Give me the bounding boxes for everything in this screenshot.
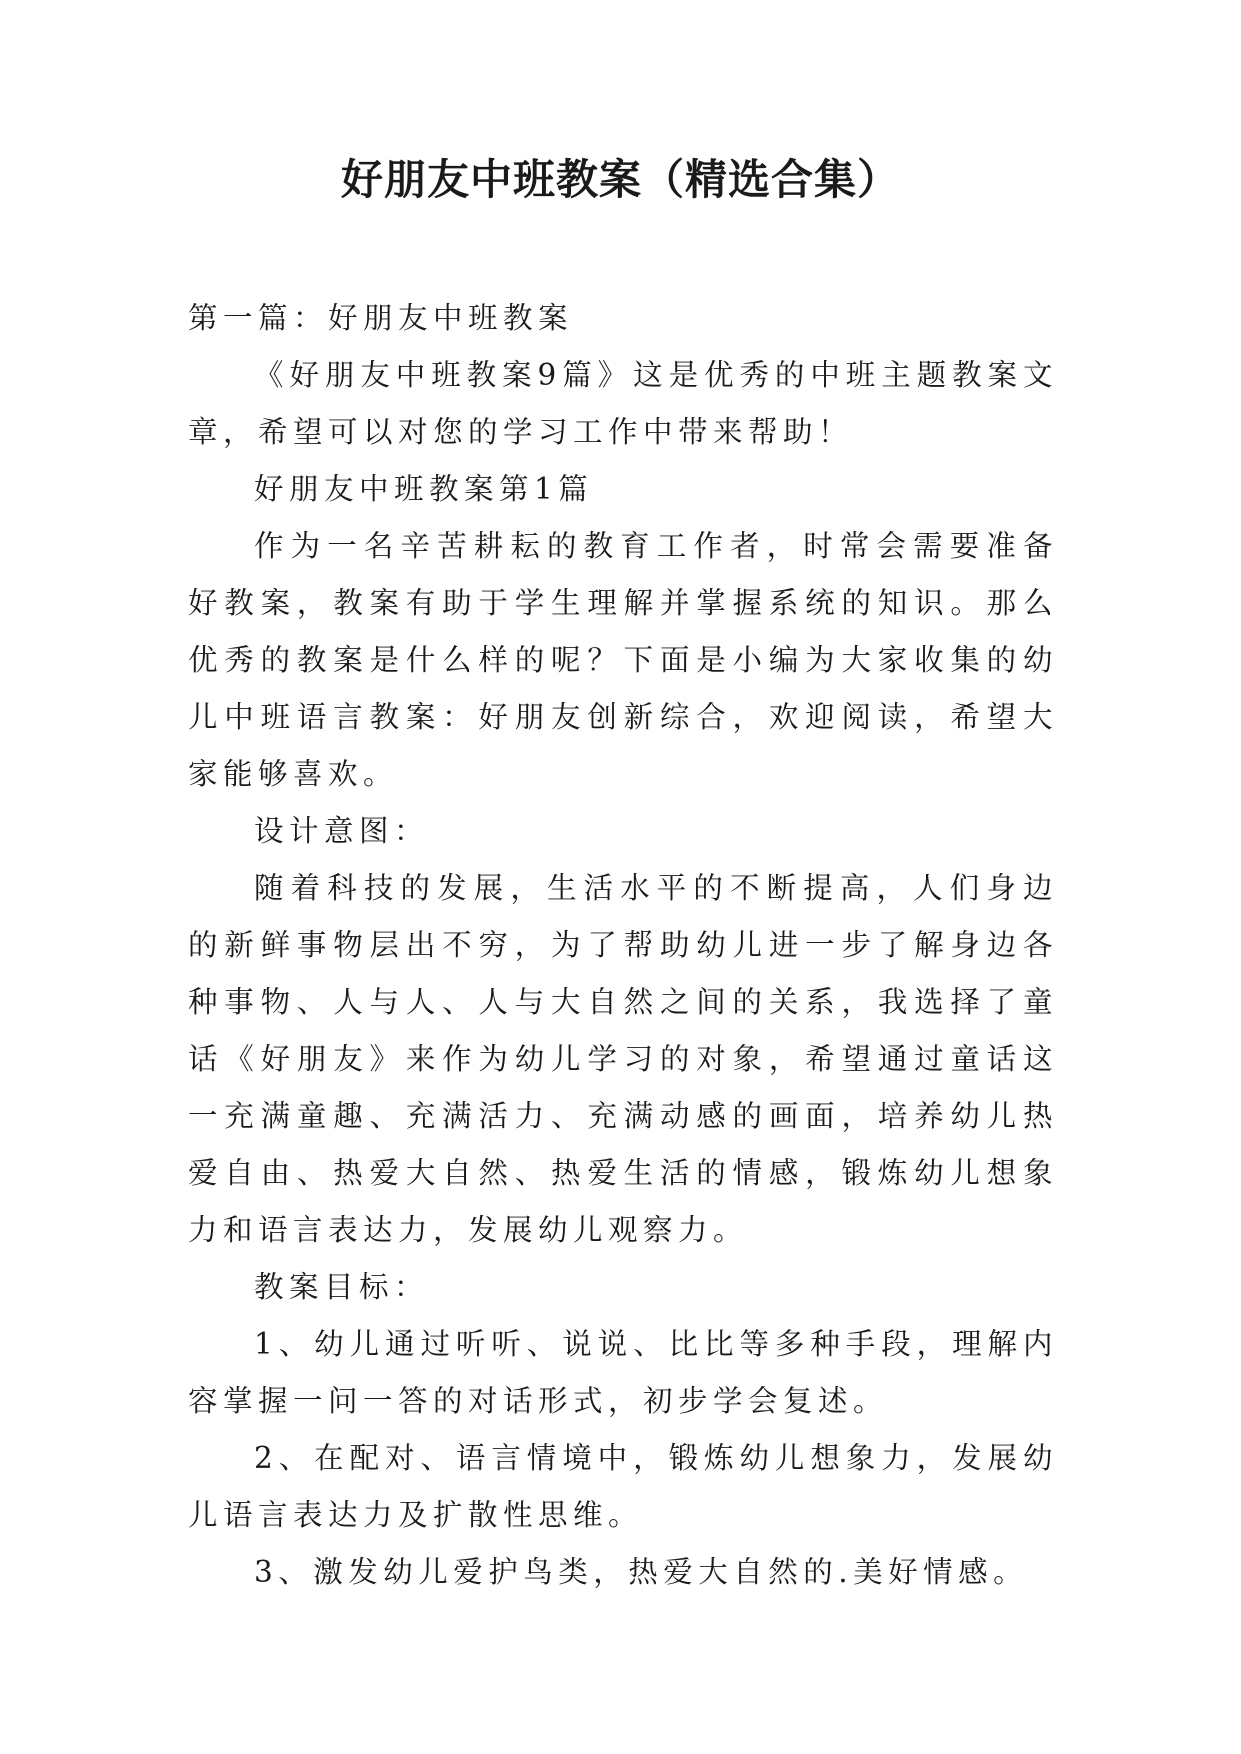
- objective-item: 3、激发幼儿爱护鸟类，热爱大自然的.美好情感。: [254, 1555, 1029, 1589]
- body-paragraph: 随着科技的发展，生活水平的不断提高，人们身边的新鲜事物层出不穷，为了帮助幼儿进一步了解身边各种事物、人与人、人与大自然之间的关系，我选择了童话《好朋友》来作为幼儿学习的对象，希望通过童话这一充满童趣、充满活力、充满动感的画面，培养幼儿热爱自由、热爱大自然、热爱生活的情感，锻炼幼儿想象力和语言表达力，发展幼儿观察力。: [188, 871, 1058, 1247]
- document-body: [188, 290, 1058, 1601]
- subsection-heading: 好朋友中班教案第1篇: [254, 472, 594, 506]
- body-paragraph: 作为一名辛苦耕耘的教育工作者，时常会需要准备好教案，教案有助于学生理解并掌握系统的知识。那么优秀的教案是什么样的呢？下面是小编为大家收集的幼儿中班语言教案：好朋友创新综合，欢迎阅读，希望大家能够喜欢。: [188, 529, 1058, 791]
- document-title: 好朋友中班教案（精选合集）: [340, 155, 900, 204]
- intro-paragraph: 《好朋友中班教案9篇》这是优秀的中班主题教案文章，希望可以对您的学习工作中带来帮助！: [188, 358, 1058, 449]
- objective-item: 2、在配对、语言情境中，锻炼幼儿想象力，发展幼儿语言表达力及扩散性思维。: [188, 1441, 1058, 1532]
- objectives-heading: 教案目标：: [254, 1270, 430, 1304]
- section-heading: 第一篇：好朋友中班教案: [188, 301, 574, 335]
- design-intent-heading: 设计意图：: [254, 814, 430, 848]
- objective-item: 1、幼儿通过听听、说说、比比等多种手段，理解内容掌握一问一答的对话形式，初步学会复述。: [188, 1327, 1058, 1418]
